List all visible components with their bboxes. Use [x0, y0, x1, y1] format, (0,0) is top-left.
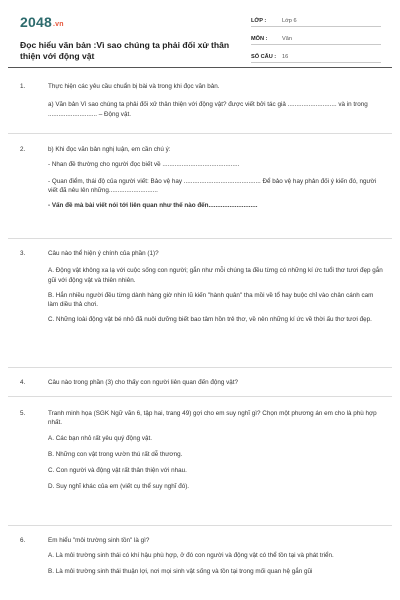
logo-main: 2048 — [20, 14, 52, 30]
meta-key-question-count: SỐ CÂU : — [251, 54, 277, 60]
document-title: Đọc hiểu văn bản :Vì sao chúng ta phải đối xử thân thiện với động vật — [20, 40, 230, 61]
option-a: A. Là môi trường sinh thái có khí hậu phù hợp, ở đó con người và động vật có thể tồn tại và phát triển. — [48, 552, 334, 560]
question-number: 1. — [20, 83, 26, 90]
question-divider — [8, 396, 392, 397]
question-divider — [8, 133, 392, 134]
site-logo[interactable] — [20, 14, 64, 30]
meta-key-grade: LỚP : — [251, 18, 267, 24]
option-b: B. Là môi trường sinh thái thuận lợi, nơi mọi sinh vật sống và tồn tại trong mối quan hệ gắn gũi — [48, 567, 313, 575]
meta-value-subject: Văn — [282, 36, 292, 42]
question-text: Thực hiện các yêu cầu chuẩn bị bài và trong khi đọc văn bản. — [48, 83, 220, 90]
question-number: 5. — [20, 410, 26, 417]
question-divider — [8, 525, 392, 526]
option-a: A. Động vật không xa lạ với cuộc sống con người; gắn như mỗi chúng ta đều từng có những kí ức tuổi thơ tươi đẹp gắn gũi với động vật và thiên nhiên. — [48, 267, 383, 284]
question-4 — [20, 378, 384, 387]
header-divider — [8, 67, 392, 68]
meta-info-panel — [251, 12, 381, 66]
question-5 — [20, 409, 384, 492]
question-part-a: a) Văn bản Vì sao chúng ta phải đối xử thân thiện với động vật? được viết bởi tác giả ............................ và in trong ............................ – Động vật. — [48, 101, 368, 118]
question-3 — [20, 249, 384, 325]
question-text: Câu nào trong phần (3) cho thấy con người liên quan đến động vật? — [48, 379, 239, 386]
meta-row-question-count — [251, 48, 381, 63]
meta-row-grade — [251, 12, 381, 27]
question-text: Câu nào thể hiện ý chính của phần (1)? — [48, 250, 159, 257]
question-number: 2. — [20, 146, 26, 153]
question-line-3: - Vấn đề mà bài viết nói tới liên quan như thế nào đến............................ — [48, 202, 258, 210]
question-number: 4. — [20, 379, 26, 386]
logo-suffix: .vn — [52, 21, 64, 28]
question-text: b) Khi đọc văn bản nghị luận, em cần chú ý: — [48, 146, 171, 153]
question-1 — [20, 82, 384, 119]
question-divider — [8, 367, 392, 368]
meta-key-subject: MÔN : — [251, 36, 268, 42]
question-divider — [8, 238, 392, 239]
option-b: B. Những con vật trong vườn thú rất dễ thương. — [48, 450, 183, 458]
question-line-1: - Nhan đề thường cho người đọc biết về ............................................ — [48, 161, 240, 169]
option-b: B. Hắn nhiều người đều từng dành hàng giờ nhìn lũ kiến "hành quân" tha mồi về tổ hay buộc chỉ vào chân cánh cam làm diều thả chơi. — [48, 291, 374, 309]
meta-row-subject — [251, 30, 381, 45]
meta-value-question-count: 16 — [282, 54, 289, 60]
option-d: D. Suy nghĩ khác của em (viết cụ thể suy nghĩ đó). — [48, 483, 190, 491]
question-number: 3. — [20, 250, 26, 257]
option-c: C. Con người và động vật rất thân thiện với nhau. — [48, 467, 187, 475]
option-c: C. Những loài động vật bé nhỏ đã nuôi dưỡng biết bao tâm hồn trẻ thơ, về nên những kí ức về thời ấu thơ tươi đẹp. — [48, 316, 372, 324]
question-6 — [20, 536, 384, 576]
option-a: A. Các bạn nhỏ rất yêu quý động vật. — [48, 434, 152, 442]
meta-value-grade: Lớp 6 — [282, 18, 297, 24]
question-number: 6. — [20, 537, 26, 544]
question-text: Tranh minh họa (SGK Ngữ văn 6, tập hai, trang 49) gợi cho em suy nghĩ gì? Chọn một phương án em cho là phù hợp nhất. — [48, 410, 377, 427]
question-2 — [20, 145, 384, 210]
question-line-2: - Quan điểm, thái độ của người viết: Bảo vệ hay ............................................ Để bảo vệ hay phản đối ý kiến đó, người viết đã nêu lên những............................ — [48, 177, 377, 194]
question-text: Em hiểu "môi trường sinh tồn" là gì? — [48, 537, 150, 544]
